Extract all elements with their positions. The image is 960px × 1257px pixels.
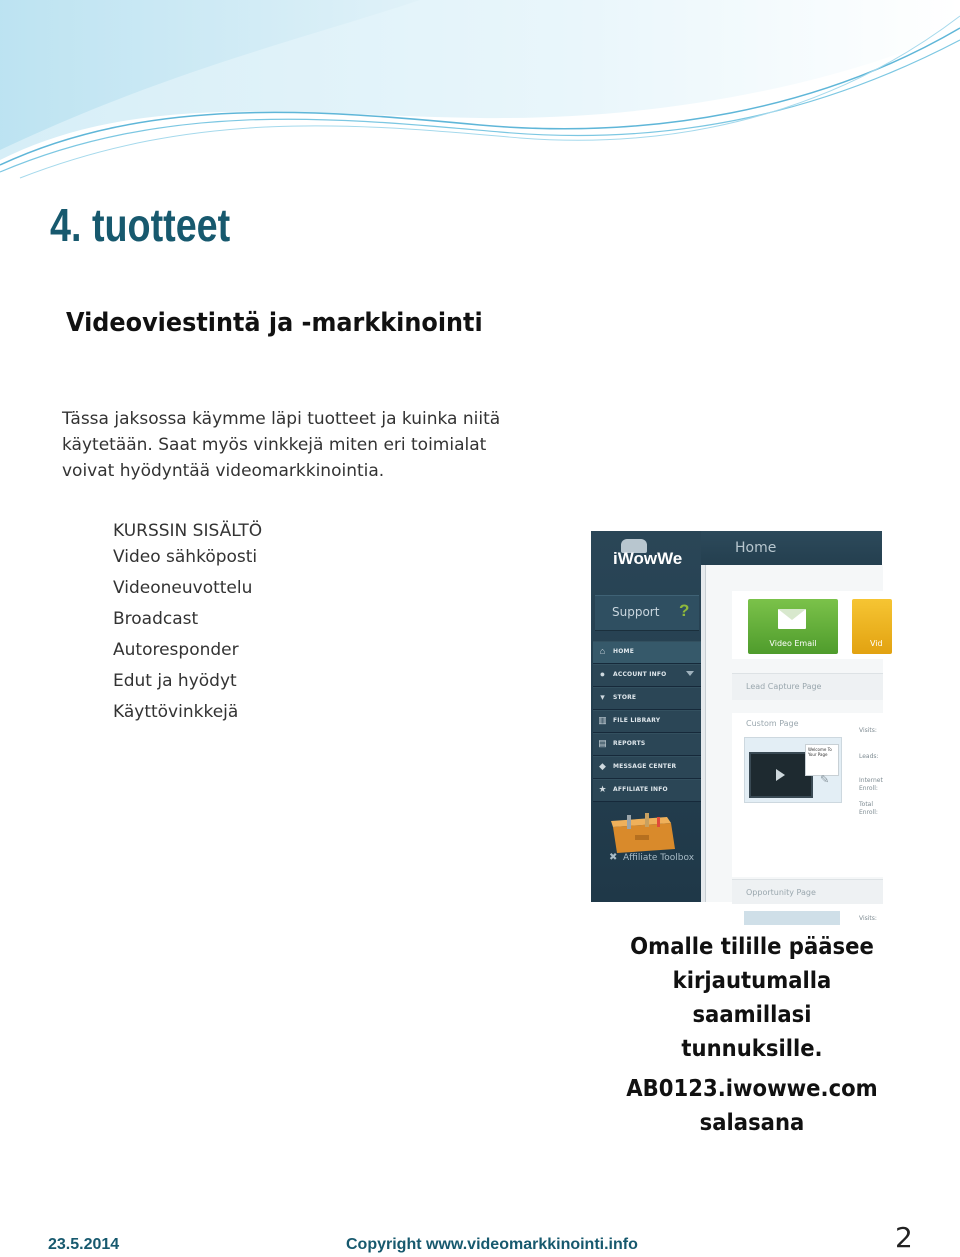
stat-leads: Leads: [859,753,879,760]
page-preview-thumbnail[interactable] [744,737,842,803]
lead-capture-section[interactable] [732,673,883,700]
section-label: Lead Capture Page [746,682,822,691]
user-icon: ● [599,669,606,679]
section-label: Opportunity Page [746,888,816,897]
iwowwe-app-screenshot [591,531,883,922]
intro-line: Tässa jaksossa käymme läpi tuotteet ja kuinka niitä [62,409,501,429]
sidebar-item-affiliate-info[interactable] [593,779,701,802]
opportunity-panel [732,905,883,925]
sidebar-item-label: STORE [613,694,637,701]
video-player [749,752,813,798]
tools-icon: ✖ [609,852,618,863]
main-topbar [701,531,882,565]
page-title: 4. tuotteet [50,199,231,251]
page-number: 2 [895,1221,913,1254]
product-tiles [732,591,883,659]
course-item: Autoresponder [113,640,239,660]
app-logo: iWowWe [613,549,683,568]
chevron-down-icon[interactable] [686,671,694,676]
stat-internet: Internet [859,777,883,784]
course-content-list [113,519,262,731]
sidebar-item-label: HOME [613,648,634,655]
video-email-tile[interactable] [748,599,838,654]
sidebar-item-home[interactable] [593,641,701,664]
sidebar-item-account-info[interactable] [593,664,701,687]
login-line: kirjautumalla saamillasi [672,968,832,1028]
chart-icon: ▤ [598,738,607,748]
sidebar-item-label: ACCOUNT INFO [613,671,667,678]
chat-icon: ◆ [599,761,606,771]
tile-label: Video Email [769,639,817,648]
sidebar-item-reports[interactable] [593,733,701,756]
sidebar-item-label: REPORTS [613,740,646,747]
home-icon: ⌂ [599,646,606,656]
app-main-area [701,531,883,922]
course-heading: KURSSIN SISÄLTÖ [113,521,263,541]
login-line: tunnuksille. [681,1036,823,1062]
login-site: AB0123.iwowwe.com [626,1076,878,1102]
intro-line: käytetään. Saat myös vinkkejä miten eri toimialat [62,435,487,455]
sidebar-item-store[interactable] [593,687,701,710]
section-label: Custom Page [746,719,799,728]
intro-line: voivat hyödyntää videomarkkinointia. [62,461,385,481]
sidebar-item-file-library[interactable] [593,710,701,733]
toolbox-icon[interactable] [605,813,679,855]
custom-page-panel [732,713,883,877]
main-content-frame [705,565,883,922]
app-page-heading: Home [735,540,777,556]
sidebar-item-message-center[interactable] [593,756,701,779]
opportunity-thumbnail[interactable] [744,911,840,925]
support-button[interactable] [595,595,699,631]
sidebar-item-label: AFFILIATE INFO [613,786,668,793]
course-item: Broadcast [113,609,199,629]
cart-icon: ▾ [600,692,605,702]
help-icon[interactable]: ? [679,601,690,620]
stat-total-enroll: Enroll: [859,809,878,816]
login-instructions [612,930,892,1140]
stat-total: Total [859,801,874,808]
tile-label: Vid [870,639,883,648]
edit-icon[interactable]: ✎ [820,774,830,786]
course-item: Video sähköposti [113,547,258,567]
preview-card: Welcome To Your Page [805,744,839,776]
play-icon [776,769,785,781]
decorative-wave-banner [0,0,960,180]
intro-paragraph [62,406,542,484]
stat-visits: Visits: [859,727,877,734]
page-footer [0,1220,960,1257]
affiliate-toolbox-label: Affiliate Toolbox [623,853,695,863]
library-icon: ▥ [598,715,607,725]
app-sidebar [591,531,701,902]
section-subtitle: Videoviestintä ja -markkinointi [66,308,483,338]
sidebar-nav [593,641,701,802]
stat-visits: Visits: [859,915,877,922]
video-tile-partial[interactable] [852,599,892,654]
footer-date: 23.5.2014 [48,1236,120,1253]
course-item: Edut ja hyödyt [113,671,237,691]
star-icon: ★ [598,784,607,794]
sidebar-item-label: MESSAGE CENTER [613,763,677,770]
course-item: Käyttövinkkejä [113,702,239,722]
envelope-icon [778,609,806,629]
opportunity-section[interactable] [732,879,883,904]
footer-copyright: Copyright www.videomarkkinointi.info [346,1236,638,1253]
course-item: Videoneuvottelu [113,578,253,598]
login-line: Omalle tilille pääsee [630,934,874,960]
affiliate-toolbox-link[interactable] [609,853,694,863]
support-label: Support [612,605,660,619]
login-password: salasana [699,1110,805,1136]
stat-internet-enroll: Enroll: [859,785,878,792]
sidebar-item-label: FILE LIBRARY [613,717,661,724]
